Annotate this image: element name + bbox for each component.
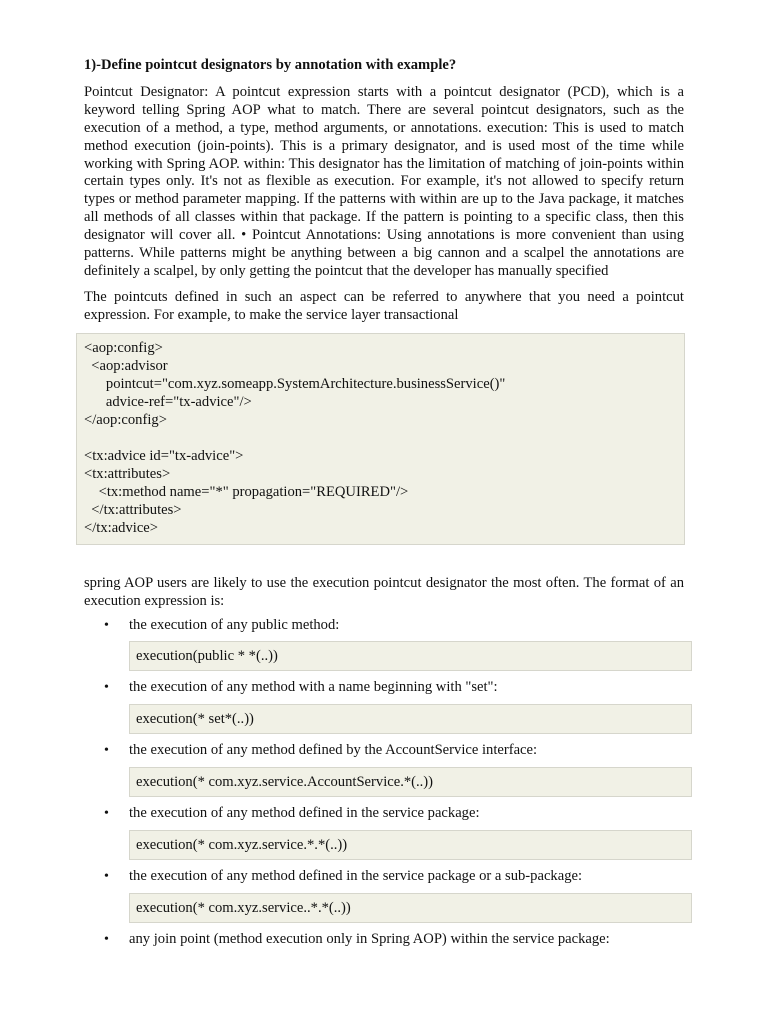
example-code: execution(* set*(..)) (129, 704, 692, 734)
example-description: the execution of any method defined by the AccountService interface: (129, 742, 538, 759)
example-description: the execution of any public method: (129, 616, 340, 633)
question-heading: 1)-Define pointcut designators by annotation with example? (84, 57, 457, 73)
list-item (84, 805, 684, 860)
list-item (84, 617, 684, 672)
bullet-icon: • (104, 932, 109, 948)
bullet-icon: • (104, 617, 109, 633)
example-code: execution(* com.xyz.service.*.*(..)) (129, 830, 692, 860)
example-description: the execution of any method defined in the service package: (129, 805, 480, 822)
bullet-icon: • (104, 743, 109, 759)
bullet-icon: • (104, 869, 109, 885)
example-code: execution(* com.xyz.service..*.*(..)) (129, 893, 692, 923)
example-description: the execution of any method with a name beginning with "set": (129, 679, 498, 696)
example-description: any join point (method execution only in Spring AOP) within the service package: (129, 931, 610, 948)
example-description: the execution of any method defined in the service package or a sub-package: (129, 868, 583, 885)
example-code: execution(* com.xyz.service.AccountService.*(..)) (129, 767, 692, 797)
execution-examples-list (84, 617, 684, 949)
xml-config-code-block: <aop:config> <aop:advisor pointcut="com.xyz.someapp.SystemArchitecture.businessService()" advice-ref="tx-advice"/> </aop:config> <tx:advice id="tx-advice"> <tx:attributes> <tx:method name="*" propagation="REQUIRED"/> </tx:attributes> </tx:advice> (76, 333, 685, 545)
example-code: execution(public * *(..)) (129, 641, 692, 671)
list-item (84, 679, 684, 734)
list-item (84, 868, 684, 923)
bullet-icon: • (104, 680, 109, 696)
list-item (84, 742, 684, 797)
pcd-paragraph: Pointcut Designator: A pointcut expression starts with a pointcut designator (PCD), which is a keyword telling Spring AOP what to match. There are several pointcut designators, such as the execution of a method, a type, method arguments, or annotations. execution: This is used to match method execution (join-points). This is a primary designator, and is used most of the time while working with Spring AOP. within: This designator has the limitation of matching of join-points within certain types only. It's not as flexible as execution. For example, it's not allowed to specify return types or method parameter mapping. If the patterns with within are up to the Java package, it matches all methods of all classes within that package. If the pattern is pointing to a specific class, then this designator will cover all. • Pointcut Annotations: Using annotations is more convenient than using patterns. While patterns might be anything between a big cannon and a scalpel the annotations are definitely a scalpel, by only getting the pointcut that the developer has manually specified (84, 83, 684, 279)
list-item (84, 931, 684, 949)
bullet-icon: • (104, 806, 109, 822)
pointcut-reference-paragraph: The pointcuts defined in such an aspect can be referred to anywhere that you need a pointcut expression. For example, to make the service layer transactional (84, 288, 684, 323)
document-content (84, 57, 684, 956)
execution-intro-paragraph: spring AOP users are likely to use the execution pointcut designator the most often. The format of an execution expression is: (84, 574, 684, 609)
